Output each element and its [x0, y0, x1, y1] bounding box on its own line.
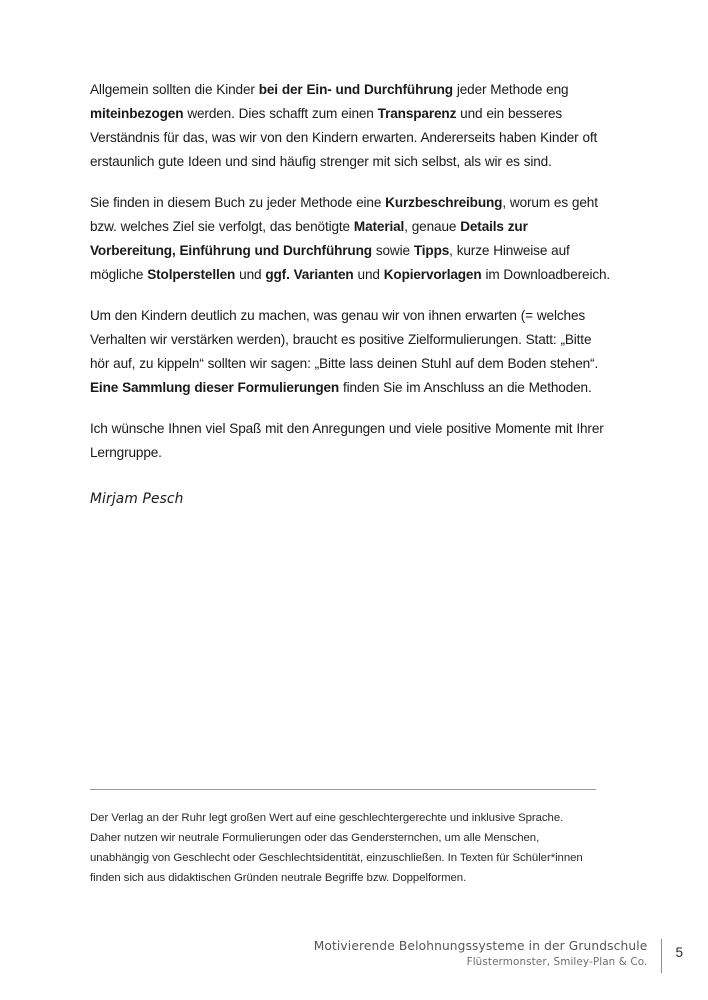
footnote-section	[90, 789, 596, 888]
body-text: sowie	[371, 243, 414, 258]
paragraph-4	[90, 417, 613, 465]
emphasized-text: Stolperstellen	[147, 267, 236, 282]
author-signature: Mirjam Pesch	[90, 491, 184, 507]
body-text: finden Sie im Anschluss an die Methoden.	[339, 380, 592, 395]
body-text: werden. Dies schafft zum einen	[183, 106, 378, 121]
paragraph-2	[90, 191, 613, 287]
footer-book-title: Motivierende Belohnungssysteme in der Grundschule	[313, 939, 648, 953]
body-text: jeder Methode eng	[452, 82, 569, 97]
footer-text-group	[314, 938, 662, 970]
body-text: und	[235, 267, 266, 282]
body-text: , genaue	[404, 219, 461, 234]
body-text: und	[353, 267, 384, 282]
emphasized-text: Details zur Vorbereitung, Einführung und Durchführung	[90, 219, 528, 258]
emphasized-text: Eine Sammlung dieser Formulierungen	[90, 380, 340, 395]
emphasized-text: Kurzbeschreibung	[385, 195, 503, 210]
footer-book-subtitle: Flüstermonster, Smiley-Plan & Co.	[466, 956, 648, 968]
emphasized-text: Kopiervorlagen	[383, 267, 482, 282]
emphasized-text: miteinbezogen	[90, 106, 184, 121]
footer-inner	[314, 938, 683, 973]
body-content	[90, 78, 613, 511]
paragraph-1	[90, 78, 613, 174]
body-text: Sie finden in diesem Buch zu jeder Methode eine	[90, 195, 386, 210]
paragraph-3	[90, 304, 613, 400]
emphasized-text: bei der Ein- und Durchführung	[258, 82, 453, 97]
body-text: Um den Kindern deutlich zu machen, was genau wir von ihnen erwarten (= welches Verhalten wir verstärken werden), braucht es positive Zielformulierungen. Statt: „Bitte hör auf, zu kippeln“ sollten wir sagen: „Bitte lass deinen Stuhl auf dem Boden stehen“.	[90, 308, 599, 371]
emphasized-text: Transparenz	[377, 106, 457, 121]
footnote-divider	[90, 789, 596, 790]
page-footer	[0, 938, 708, 982]
page-number: 5	[675, 945, 683, 960]
body-text: und ein besseres Verständnis für das, was wir von den Kindern erwarten. Andererseits haben Kinder oft erstaunlich gute Ideen und sind häufig strenger mit sich selbst, als wir es sind.	[90, 106, 598, 169]
body-text: im Downloadbereich.	[481, 267, 611, 282]
body-text: Ich wünsche Ihnen viel Spaß mit den Anregungen und viele positive Momente mit Ihrer Lerngruppe.	[90, 421, 604, 460]
body-text: , kurze Hinweise auf mögliche	[90, 243, 570, 282]
body-text: Allgemein sollten die Kinder	[90, 82, 259, 97]
emphasized-text: ggf. Varianten	[265, 267, 354, 282]
body-text: , worum es geht bzw. welches Ziel sie verfolgt, das benötigte	[90, 195, 598, 234]
emphasized-text: Tipps	[413, 243, 450, 258]
footnote-text: Der Verlag an der Ruhr legt großen Wert auf eine geschlechtergerechte und inklusive Sprache. Daher nutzen wir neutrale Formulierungen oder das Gendersternchen, um alle Menschen, unabhängig von Geschlecht oder Geschlechtsidentität, einzuschließen. In Texten für Schüler*innen finden sich aus didaktischen Gründen neutrale Begriffe bzw. Doppelformen.	[90, 812, 583, 884]
emphasized-text: Material	[353, 219, 405, 234]
